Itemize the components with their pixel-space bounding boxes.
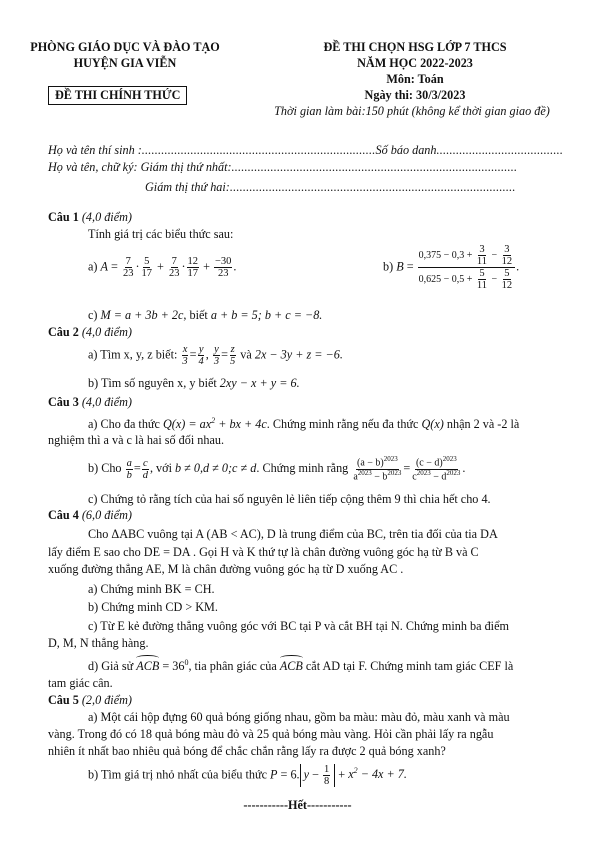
q3b-line: b) Cho $\frac{a}{b}$ = $\frac{c}{d}$ , với b ≠ 0,d ≠ 0;c ≠ d. Chứng minh rằng $\frac{(a - b)^{2023}}{a^{2023} - b^{2023}}$ = $\frac{(c - d)^{2023}}{c^{2023} - d^{2023}}$ . [88,455,466,483]
q2a-label: a) Tìm x, y, z biết: [88,347,178,362]
q1c-label: c) [88,308,98,322]
q4d-text1: d) Giả sử [88,659,134,674]
q1c-expr: M = a + 3b + 2c [100,308,184,322]
q4-heading [48,508,132,523]
exam-duration: Thời gian làm bài:150 phút (không kể thời gian giao đề) [274,104,550,118]
q5a-line1: a) Một cái hộp đựng 60 quả bóng giống nhau, gồm ba màu: màu đỏ, màu xanh và màu [88,710,510,724]
q3a-line2: nghiệm thì a và c là hai số đối nhau. [48,433,224,447]
q4c-line1: c) Từ E kẻ đường thẳng vuông góc với BC tại P và cắt BH tại N. Chứng minh ba điểm [88,619,509,633]
q2a-and: và [240,347,252,362]
q5-title: Câu 5 [48,693,79,707]
q4d-text3: cắt AD tại F. Chứng minh tam giác CEF là [305,659,514,674]
q4-para-line2: lấy điểm E sao cho DE = DA . Gọi H và K thứ tự là chân đường vuông góc hạ từ B và C [48,545,479,559]
q4d-line1: d) Giả sử ACB = $36^0$, tia phân giác của ACB cắt AD tại F. Chứng minh tam giác CEF là [88,658,514,674]
q2a-eq: 2x − 3y + z = −6. [254,347,343,362]
q2b-line [88,376,300,391]
sbd-dots: ....................................... [436,143,564,157]
sbd-label: Số báo danh [375,143,437,157]
q3b-text3: . Chứng minh rằng [256,461,349,476]
department-name: PHÒNG GIÁO DỤC VÀ ĐÀO TẠO [30,40,220,54]
q5-points: (2,0 điểm) [81,693,132,707]
q1c-cond: a + b = 5; b + c = −8. [210,308,323,322]
q1a-label: a) [88,259,98,274]
q1b-expression: b) B = 0,375 − 0,3 + $\frac{3}{11}$ − $\frac{3}{12}$ 0,625 − 0,5 + $\frac{5}{11}$ − $\frac{5}{12}$ . [383,244,520,292]
q5b-line: b) Tìm giá trị nhỏ nhất của biểu thức P = 6. y − $\frac{1}{8}$ + $x^2 - 4x + 7$. [88,764,407,788]
q5a-line3: nhiên ít nhất bao nhiêu quả bóng để chắc chắn rằng lấy ra được 2 quả bóng xanh? [48,744,446,758]
school-year: NĂM HỌC 2022-2023 [357,56,473,70]
q3a-text2: . Chứng minh rằng nếu đa thức [266,417,419,432]
q1c-text: , biết [183,308,208,322]
q4-points: (6,0 điểm) [81,508,132,522]
examiner2-dots: ........................................................................................ [229,180,516,194]
q5b-text: b) Tìm giá trị nhỏ nhất của biểu thức [88,767,267,782]
q3a-text1: a) Cho đa thức [88,417,160,432]
q1-title: Câu 1 [48,210,79,224]
q5a-line2: vàng. Trong đó có 18 quả bóng màu đỏ và 25 quả bóng màu vàng. Hỏi cần phải lấy ra ngẫu [48,727,494,741]
examiner2-line [145,180,516,195]
q1c-line [88,308,322,323]
examiner1-label: Họ và tên, chữ ký: Giám thị thứ nhất: [48,160,232,174]
q5-heading [48,693,132,708]
subject: Môn: Toán [386,72,444,86]
q4c-line2: D, M, N thẳng hàng. [48,636,149,650]
q1b-label: b) [383,259,394,274]
district-name: HUYỆN GIA VIỄN [73,56,177,70]
q3-heading [48,395,132,410]
q3c-line: c) Chứng tỏ rằng tích của hai số nguyên lẻ liên tiếp cộng thêm 9 thì chia hết cho 4. [88,492,491,506]
q3-points: (4,0 điểm) [81,395,132,409]
q4b-line: b) Chứng minh CD > KM. [88,600,218,614]
q4d-line2: tam giác cân. [48,676,113,690]
q1-heading [48,210,132,225]
q1a-expression: a) A = $\frac{7}{23}$ · $\frac{5}{17}$ + $\frac{7}{23}$ · $\frac{12}{17}$ + $\frac{-30}{23}$ . [88,256,237,280]
candidate-name-line [48,143,563,158]
q1-intro: Tính giá trị các biểu thức sau: [88,227,234,241]
exam-title: ĐỀ THI CHỌN HSG LỚP 7 THCS [323,40,507,54]
q1-points: (4,0 điểm) [81,210,132,224]
end-marker: -----------Hết----------- [243,798,352,812]
examiner2-label: Giám thị thứ hai: [145,180,230,194]
q3-title: Câu 3 [48,395,79,409]
q4-para-line1: Cho ΔABC vuông tại A (AB < AC), D là trung điểm của BC, trên tia đối của tia DA [88,527,498,541]
exam-date: Ngày thi: 30/3/2023 [364,88,466,102]
examiner1-dots: ........................................................................................ [231,160,518,174]
q2-points: (4,0 điểm) [81,325,132,339]
q4a-line: a) Chứng minh BK = CH. [88,582,215,596]
candidate-name-label: Họ và tên thí sinh : [48,143,142,157]
q4d-text2: , tia phân giác của [188,659,277,674]
q3b-text2: , với [149,461,172,476]
q4-title: Câu 4 [48,508,79,522]
q2-title: Câu 2 [48,325,79,339]
examiner1-line [48,160,517,175]
official-exam-label: ĐỀ THI CHÍNH THỨC [48,86,187,105]
q2b-eq: 2xy − x + y = 6. [219,376,300,390]
q2a-line: a) Tìm x, y, z biết: $\frac{x}{3}$ = $\frac{y}{4}$ , $\frac{y}{3}$ = $\frac{z}{5}$ và 2x − 3y + z = −6. [88,344,343,368]
q3a-line1: a) Cho đa thức $Q(x) = ax^2$ + bx + 4c. Chứng minh rằng nếu đa thức Q(x) nhận 2 và -2 là [88,416,520,432]
q2b-text: b) Tìm số nguyên x, y biết [88,376,217,390]
q3b-text1: b) Cho [88,461,122,476]
q3a-text3: nhận 2 và -2 là [446,417,520,432]
q2-heading [48,325,132,340]
q4-para-line3: xuống đường thẳng AE, M là chân đường vuông góc hạ từ D xuống AC . [48,562,404,576]
candidate-name-dots: ........................................................................ [141,143,376,157]
